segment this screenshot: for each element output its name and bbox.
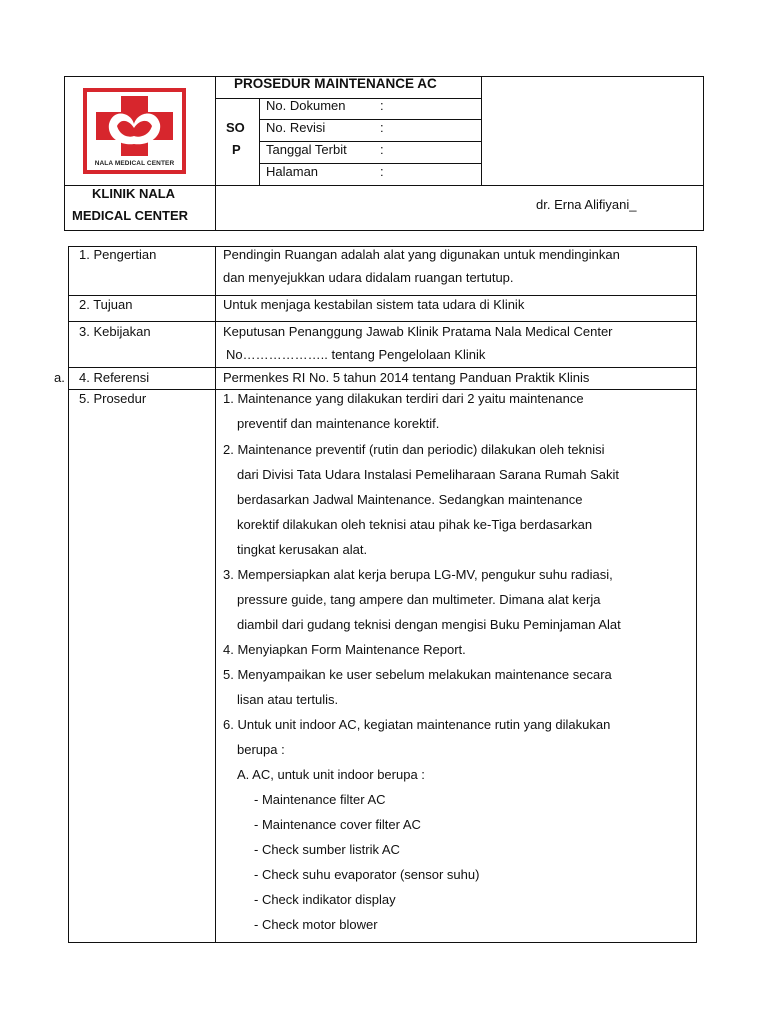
prosedur-line: diambil dari gudang teknisi dengan mengisi Buku Peminjaman Alat	[237, 617, 621, 632]
prosedur-line: - Check indikator display	[254, 892, 396, 907]
prosedur-line: 2. Maintenance preventif (rutin dan periodic) dilakukan oleh teknisi	[223, 442, 605, 457]
prosedur-line: berdasarkan Jadwal Maintenance. Sedangkan maintenance	[237, 492, 583, 507]
prosedur-line: - Check motor blower	[254, 917, 378, 932]
prosedur-line: korektif dilakukan oleh teknisi atau pihak ke-Tiga berdasarkan	[237, 517, 593, 532]
meta-label-terbit: Tanggal Terbit	[266, 142, 347, 157]
meta-label-halaman: Halaman	[266, 164, 319, 179]
prosedur-line: 6. Untuk unit indoor AC, kegiatan maintenance rutin yang dilakukan	[223, 717, 611, 732]
sop-label-1: SO	[226, 120, 245, 135]
row-text: Keputusan Penanggung Jawab Klinik Pratama Nala Medical Center	[223, 324, 613, 339]
logo-text: NALA MEDICAL CENTER	[94, 160, 175, 167]
prosedur-line: dari Divisi Tata Udara Instalasi Pemeliharaan Sarana Rumah Sakit	[237, 467, 620, 482]
prosedur-line: berupa :	[237, 742, 285, 757]
prosedur-line: lisan atau tertulis.	[237, 692, 339, 707]
prosedur-line: 3. Mempersiapkan alat kerja berupa LG-MV, pengukur suhu radiasi,	[223, 567, 613, 582]
meta-label-revisi: No. Revisi	[266, 120, 326, 135]
prosedur-line: 5. Menyampaikan ke user sebelum melakukan maintenance secara	[223, 667, 612, 682]
margin-marker: a.	[54, 370, 65, 385]
meta-colon: :	[380, 142, 384, 157]
prosedur-line: tingkat kerusakan alat.	[237, 542, 368, 557]
meta-colon: :	[380, 98, 384, 113]
row-text: Permenkes RI No. 5 tahun 2014 tentang Panduan Praktik Klinis	[223, 370, 590, 385]
signer-name: dr. Erna Alifiyani_	[536, 197, 637, 212]
sop-label-2: P	[232, 142, 241, 157]
row-label-kebijakan: 3. Kebijakan	[79, 324, 151, 339]
prosedur-line: - Maintenance filter AC	[254, 792, 386, 807]
prosedur-line: 4. Menyiapkan Form Maintenance Report.	[223, 642, 466, 657]
prosedur-line: A. AC, untuk unit indoor berupa :	[237, 767, 425, 782]
prosedur-line: - Maintenance cover filter AC	[254, 817, 421, 832]
row-label-prosedur: 5. Prosedur	[79, 391, 147, 406]
clinic-logo	[83, 88, 186, 174]
row-text: dan menyejukkan udara didalam ruangan tertutup.	[223, 270, 514, 285]
meta-colon: :	[380, 164, 384, 179]
clinic-name-line1: KLINIK NALA	[92, 186, 176, 201]
row-text: No……………….. tentang Pengelolaan Klinik	[226, 347, 486, 362]
row-text: Pendingin Ruangan adalah alat yang digunakan untuk mendinginkan	[223, 247, 620, 262]
meta-label-dokumen: No. Dokumen	[266, 98, 346, 113]
prosedur-line: - Check suhu evaporator (sensor suhu)	[254, 867, 480, 882]
row-label-referensi: 4. Referensi	[79, 370, 150, 385]
row-label-pengertian: 1. Pengertian	[79, 247, 157, 262]
prosedur-line: - Check sumber listrik AC	[254, 842, 400, 857]
prosedur-line: preventif dan maintenance korektif.	[237, 416, 440, 431]
doc-title: PROSEDUR MAINTENANCE AC	[234, 76, 437, 91]
prosedur-line: 1. Maintenance yang dilakukan terdiri dari 2 yaitu maintenance	[223, 391, 584, 406]
clinic-name-line2: MEDICAL CENTER	[72, 208, 189, 223]
row-label-tujuan: 2. Tujuan	[79, 297, 133, 312]
row-text: Untuk menjaga kestabilan sistem tata udara di Klinik	[223, 297, 525, 312]
prosedur-line: pressure guide, tang ampere dan multimeter. Dimana alat kerja	[237, 592, 601, 607]
meta-colon: :	[380, 120, 384, 135]
